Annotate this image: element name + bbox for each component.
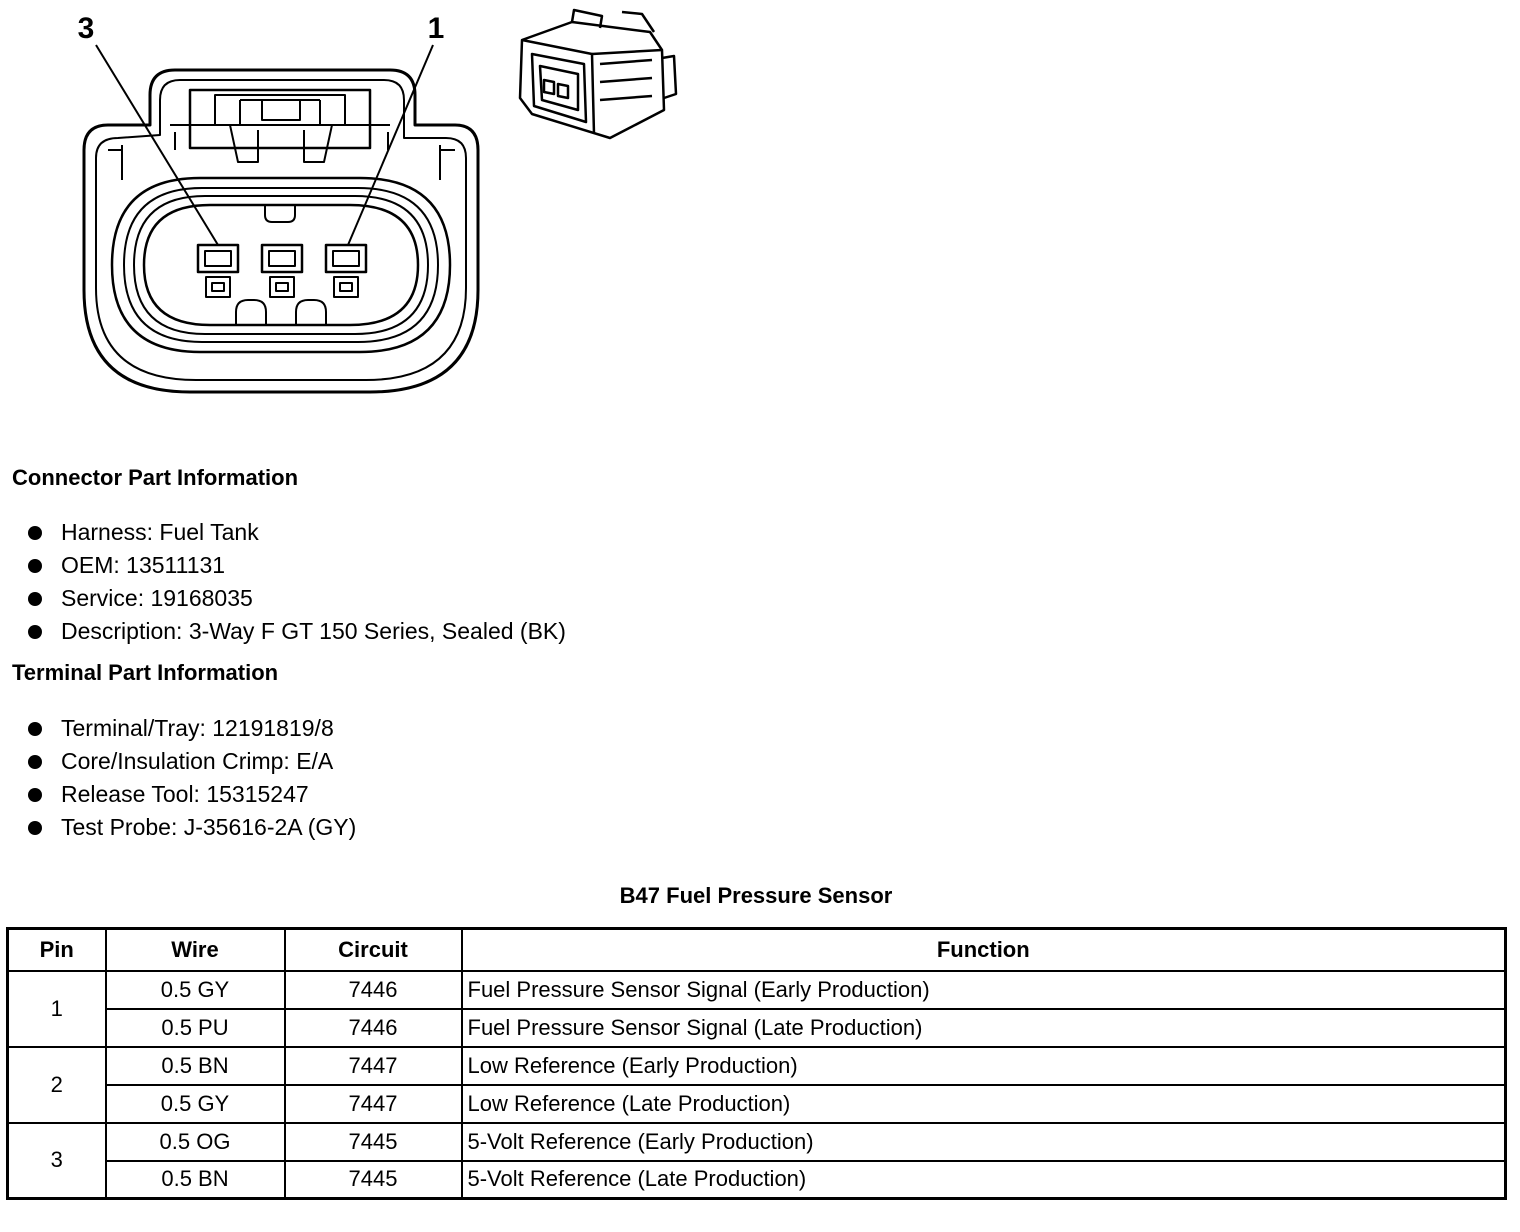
circuit-cell: 7446 <box>285 1009 462 1047</box>
connector-face-diagram <box>0 0 500 405</box>
wire-cell: 0.5 PU <box>106 1009 285 1047</box>
bullet-icon <box>28 722 42 736</box>
connector-info-heading: Connector Part Information <box>12 465 299 490</box>
table-row <box>8 1123 1506 1161</box>
bullet-icon <box>28 755 42 769</box>
pin-3-label: 3 <box>77 12 95 45</box>
pin-cell: 1 <box>8 971 106 1047</box>
function-cell: Fuel Pressure Sensor Signal (Late Production) <box>462 1009 1506 1047</box>
circuit-cell: 7447 <box>285 1085 462 1123</box>
list-item: OEM: 13511131 <box>28 549 566 582</box>
circuit-cell: 7445 <box>285 1161 462 1199</box>
bullet-icon <box>28 821 42 835</box>
list-item: Terminal/Tray: 12191819/8 <box>28 712 356 745</box>
wire-cell: 0.5 GY <box>106 1085 285 1123</box>
pin-cell: 3 <box>8 1123 106 1199</box>
wire-column-header: Wire <box>106 929 285 971</box>
list-item: Description: 3-Way F GT 150 Series, Sealed (BK) <box>28 615 566 648</box>
circuit-column-header: Circuit <box>285 929 462 971</box>
table-row <box>8 971 1506 1009</box>
pin-column-header: Pin <box>8 929 106 971</box>
pinout-table <box>6 927 1507 1200</box>
terminal-info-heading: Terminal Part Information <box>12 660 279 685</box>
connector-thumbnail <box>512 2 682 142</box>
connector-info-list <box>28 516 566 648</box>
table-title: B47 Fuel Pressure Sensor <box>619 883 893 908</box>
table-row <box>8 1009 1506 1047</box>
circuit-cell: 7447 <box>285 1047 462 1085</box>
list-item: Harness: Fuel Tank <box>28 516 566 549</box>
function-cell: Fuel Pressure Sensor Signal (Early Production) <box>462 971 1506 1009</box>
function-cell: 5-Volt Reference (Late Production) <box>462 1161 1506 1199</box>
wire-cell: 0.5 GY <box>106 971 285 1009</box>
function-column-header: Function <box>462 929 1506 971</box>
wire-cell: 0.5 OG <box>106 1123 285 1161</box>
table-header-row <box>8 929 1506 971</box>
list-item: Service: 19168035 <box>28 582 566 615</box>
table-row <box>8 1047 1506 1085</box>
bullet-icon <box>28 788 42 802</box>
table-row <box>8 1161 1506 1199</box>
table-row <box>8 1085 1506 1123</box>
circuit-cell: 7445 <box>285 1123 462 1161</box>
circuit-cell: 7446 <box>285 971 462 1009</box>
function-cell: Low Reference (Early Production) <box>462 1047 1506 1085</box>
pin-cell: 2 <box>8 1047 106 1123</box>
function-cell: 5-Volt Reference (Early Production) <box>462 1123 1506 1161</box>
list-item: Test Probe: J-35616-2A (GY) <box>28 811 356 844</box>
wire-cell: 0.5 BN <box>106 1047 285 1085</box>
wire-cell: 0.5 BN <box>106 1161 285 1199</box>
bullet-icon <box>28 592 42 606</box>
bullet-icon <box>28 559 42 573</box>
function-cell: Low Reference (Late Production) <box>462 1085 1506 1123</box>
pin-1-label: 1 <box>427 12 445 45</box>
list-item: Core/Insulation Crimp: E/A <box>28 745 356 778</box>
bullet-icon <box>28 625 42 639</box>
terminal-info-list <box>28 712 356 844</box>
bullet-icon <box>28 526 42 540</box>
list-item: Release Tool: 15315247 <box>28 778 356 811</box>
